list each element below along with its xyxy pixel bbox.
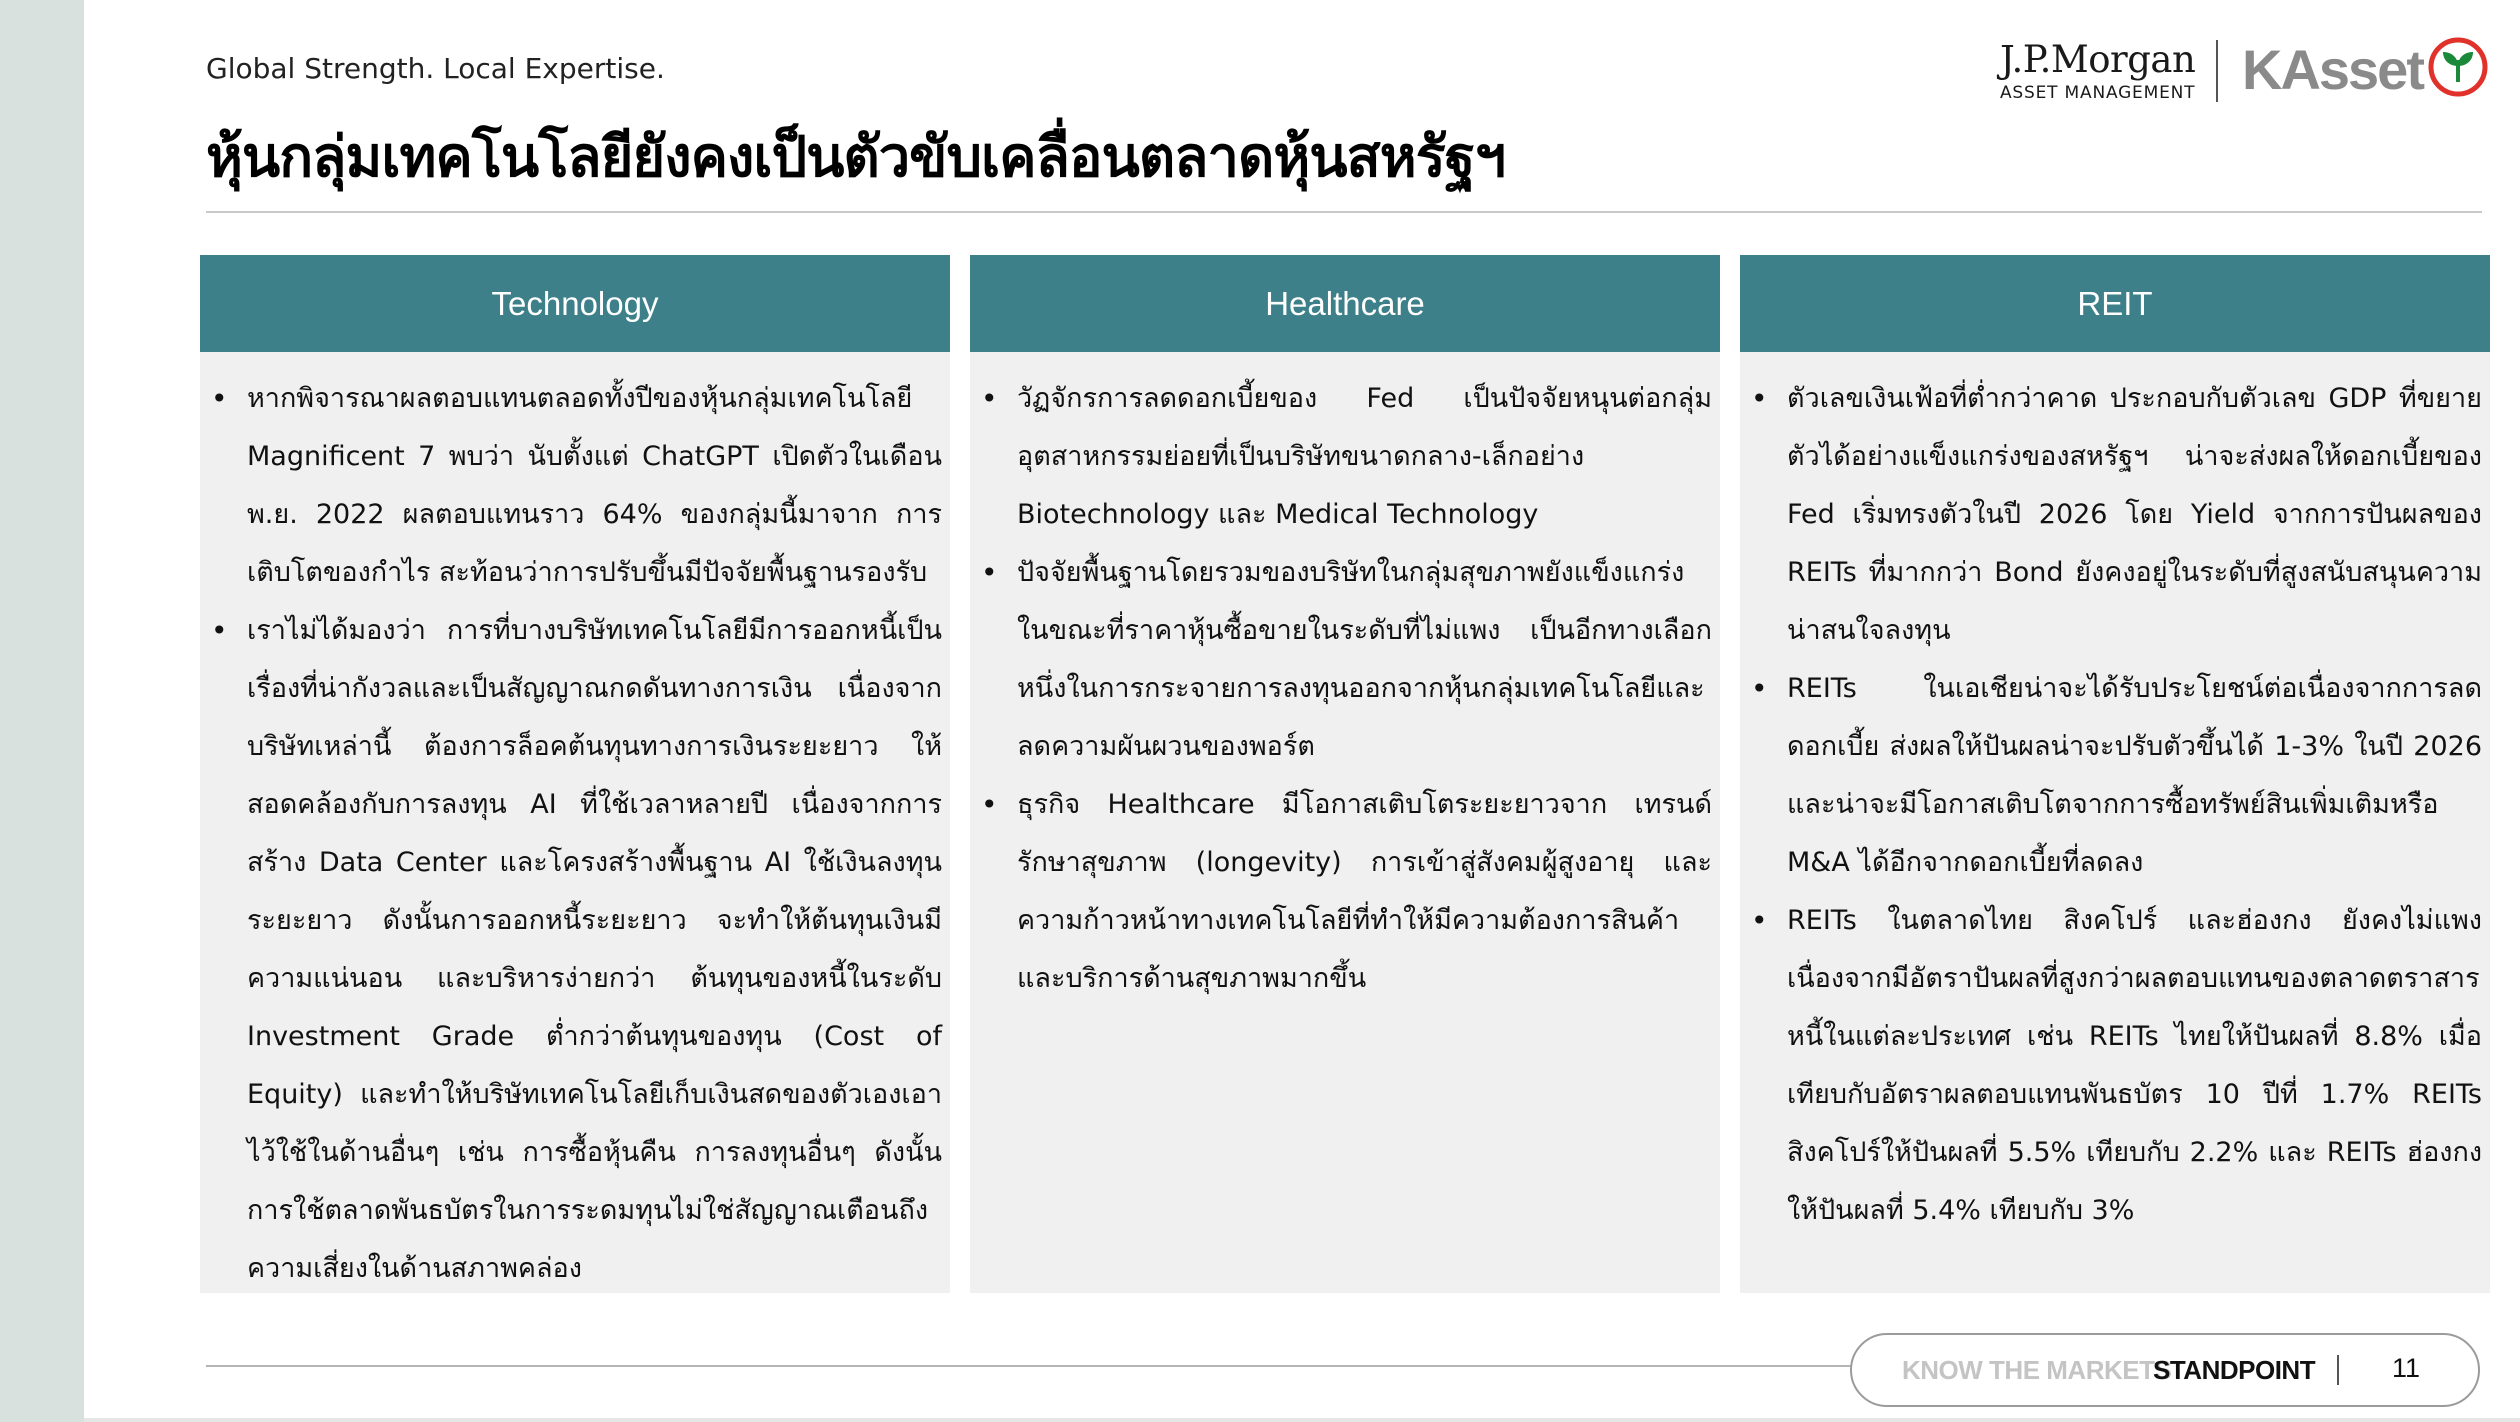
healthcare-panel xyxy=(970,255,1720,1293)
kasset-logo-text: KAsset xyxy=(2242,37,2423,101)
left-decorative-band xyxy=(0,0,84,1422)
bullet-icon: • xyxy=(981,382,998,415)
footer-divider xyxy=(206,1365,1856,1367)
bottom-edge-strip xyxy=(84,1418,2520,1422)
list-item xyxy=(1748,660,2482,892)
tagline: Global Strength. Local Expertise. xyxy=(206,52,665,85)
bullet-text: REITs ในตลาดไทย สิงคโปร์ และฮ่องกง ยังคงไม่แพง เนื่องจากมีอัตราปันผลที่สูงกว่าผลตอบแทนของตลาดตราสารหนี้ในแต่ละประเทศ เช่น REITs ไทยให้ปันผลที่ 8.8% เมื่อเทียบกับอัตราผลตอบแทนพันธบัตร 10 ปีที่ 1.7% REITs สิงคโปร์ให้ปันผลที่ 5.5% เทียบกับ 2.2% และ REITs ฮ่องกงให้ปันผลที่ 5.4% เทียบกับ 3% xyxy=(1787,905,2482,1226)
bullet-icon: • xyxy=(981,556,998,589)
bullet-text: ธุรกิจ Healthcare มีโอกาสเติบโตระยะยาวจาก เทรนด์รักษาสุขภาพ (longevity) การเข้าสู่สังคมผู้สูงอายุ และความก้าวหน้าทางเทคโนโลยีที่ทำให้มีความต้องการสินค้าและบริการด้านสุขภาพมากขึ้น xyxy=(1017,789,1712,994)
bullet-icon: • xyxy=(211,382,228,415)
list-item xyxy=(1748,892,2482,1240)
kasset-logo xyxy=(2242,36,2489,102)
footer-standpoint: STANDPOINT xyxy=(2153,1355,2316,1385)
bullet-icon: • xyxy=(1751,672,1768,705)
list-item xyxy=(978,544,1712,776)
bullet-icon: • xyxy=(211,614,228,647)
title-divider xyxy=(206,211,2482,213)
list-item xyxy=(208,370,942,602)
page-title: หุ้นกลุ่มเทคโนโลยียังคงเป็นตัวขับเคลื่อนตลาดหุ้นสหรัฐฯ xyxy=(206,125,1506,190)
healthcare-heading: Healthcare xyxy=(970,255,1720,352)
footer-badge xyxy=(1850,1333,2480,1407)
page-number: 11 xyxy=(2392,1353,2421,1383)
technology-panel xyxy=(200,255,950,1293)
bullet-text: REITs ในเอเชียน่าจะได้รับประโยชน์ต่อเนื่องจากการลดดอกเบี้ย ส่งผลให้ปันผลน่าจะปรับตัวขึ้นได้ 1-3% ในปี 2026 และน่าจะมีโอกาสเติบโตจากการซื้อทรัพย์สินเพิ่มเติมหรือ M&A ได้อีกจากดอกเบี้ยที่ลดลง xyxy=(1787,673,2482,878)
jpmorgan-logo-name: J.P.Morgan xyxy=(2000,38,2196,81)
list-item xyxy=(208,602,942,1298)
reit-panel xyxy=(1740,255,2490,1293)
reit-heading: REIT xyxy=(1740,255,2490,352)
jpmorgan-logo xyxy=(2000,38,2195,103)
bullet-text: เราไม่ได้มองว่า การที่บางบริษัทเทคโนโลยีมีการออกหนี้เป็นเรื่องที่น่ากังวลและเป็นสัญญาณกดดันทางการเงิน เนื่องจากบริษัทเหล่านี้ ต้องการล็อคต้นทุนทางการเงินระยะยาว ให้สอดคล้องกับการลงทุน AI ที่ใช้เวลาหลายปี เนื่องจากการสร้าง Data Center และโครงสร้างพื้นฐาน AI ใช้เงินลงทุนระยะยาว ดังนั้นการออกหนี้ระยะยาว จะทำให้ต้นทุนเงินมีความแน่นอน และบริหารง่ายกว่า ต้นทุนของหนี้ในระดับ Investment Grade ต่ำกว่าต้นทุนของทุน (Cost of Equity) และทำให้บริษัทเทคโนโลยีเก็บเงินสดของตัวเองเอาไว้ใช้ในด้านอื่นๆ เช่น การซื้อหุ้นคืน การลงทุนอื่นๆ ดังนั้นการใช้ตลาดพันธบัตรในการระดมทุนไม่ใช่สัญญาณเตือนถึงความเสี่ยงในด้านสภาพคล่อง xyxy=(247,615,942,1284)
list-item xyxy=(978,370,1712,544)
bullet-text: วัฏจักรการลดดอกเบี้ยของ Fed เป็นปัจจัยหนุนต่อกลุ่มอุตสาหกรรมย่อยที่เป็นบริษัทขนาดกลาง-เล็กอย่าง Biotechnology และ Medical Technology xyxy=(1017,383,1712,530)
bullet-icon: • xyxy=(981,788,998,821)
bullet-icon: • xyxy=(1751,382,1768,415)
list-item xyxy=(978,776,1712,1008)
kasset-leaf-icon xyxy=(2427,36,2489,102)
reit-bullets xyxy=(1740,352,2490,1240)
bullet-text: หากพิจารณาผลตอบแทนตลอดทั้งปีของหุ้นกลุ่มเทคโนโลยี Magnificent 7 พบว่า นับตั้งแต่ ChatGPT เปิดตัวในเดือน พ.ย. 2022 ผลตอบแทนราว 64% ของกลุ่มนี้มาจาก การเติบโตของกำไร สะท้อนว่าการปรับขึ้นมีปัจจัยพื้นฐานรองรับ xyxy=(247,383,942,588)
technology-heading: Technology xyxy=(200,255,950,352)
list-item xyxy=(1748,370,2482,660)
jpmorgan-logo-sub: ASSET MANAGEMENT xyxy=(2000,83,2196,103)
footer-separator xyxy=(2337,1355,2339,1385)
logo-divider xyxy=(2216,40,2218,102)
healthcare-bullets xyxy=(970,352,1720,1008)
bullet-icon: • xyxy=(1751,904,1768,937)
bullet-text: ตัวเลขเงินเฟ้อที่ต่ำกว่าคาด ประกอบกับตัวเลข GDP ที่ขยายตัวได้อย่างแข็งแกร่งของสหรัฐฯ น่าจะส่งผลให้ดอกเบี้ยของ Fed เริ่มทรงตัวในปี 2026 โดย Yield จากการปันผลของ REITs ที่มากกว่า Bond ยังคงอยู่ในระดับที่สูงสนับสนุนความน่าสนใจลงทุน xyxy=(1787,383,2482,646)
technology-bullets xyxy=(200,352,950,1298)
footer-know-the-markets: KNOW THE MARKETS xyxy=(1902,1355,2172,1385)
bullet-text: ปัจจัยพื้นฐานโดยรวมของบริษัทในกลุ่มสุขภาพยังแข็งแกร่ง ในขณะที่ราคาหุ้นซื้อขายในระดับที่ไม่แพง เป็นอีกทางเลือกหนึ่งในการกระจายการลงทุนออกจากหุ้นกลุ่มเทคโนโลยีและลดความผันผวนของพอร์ต xyxy=(1017,557,1712,762)
